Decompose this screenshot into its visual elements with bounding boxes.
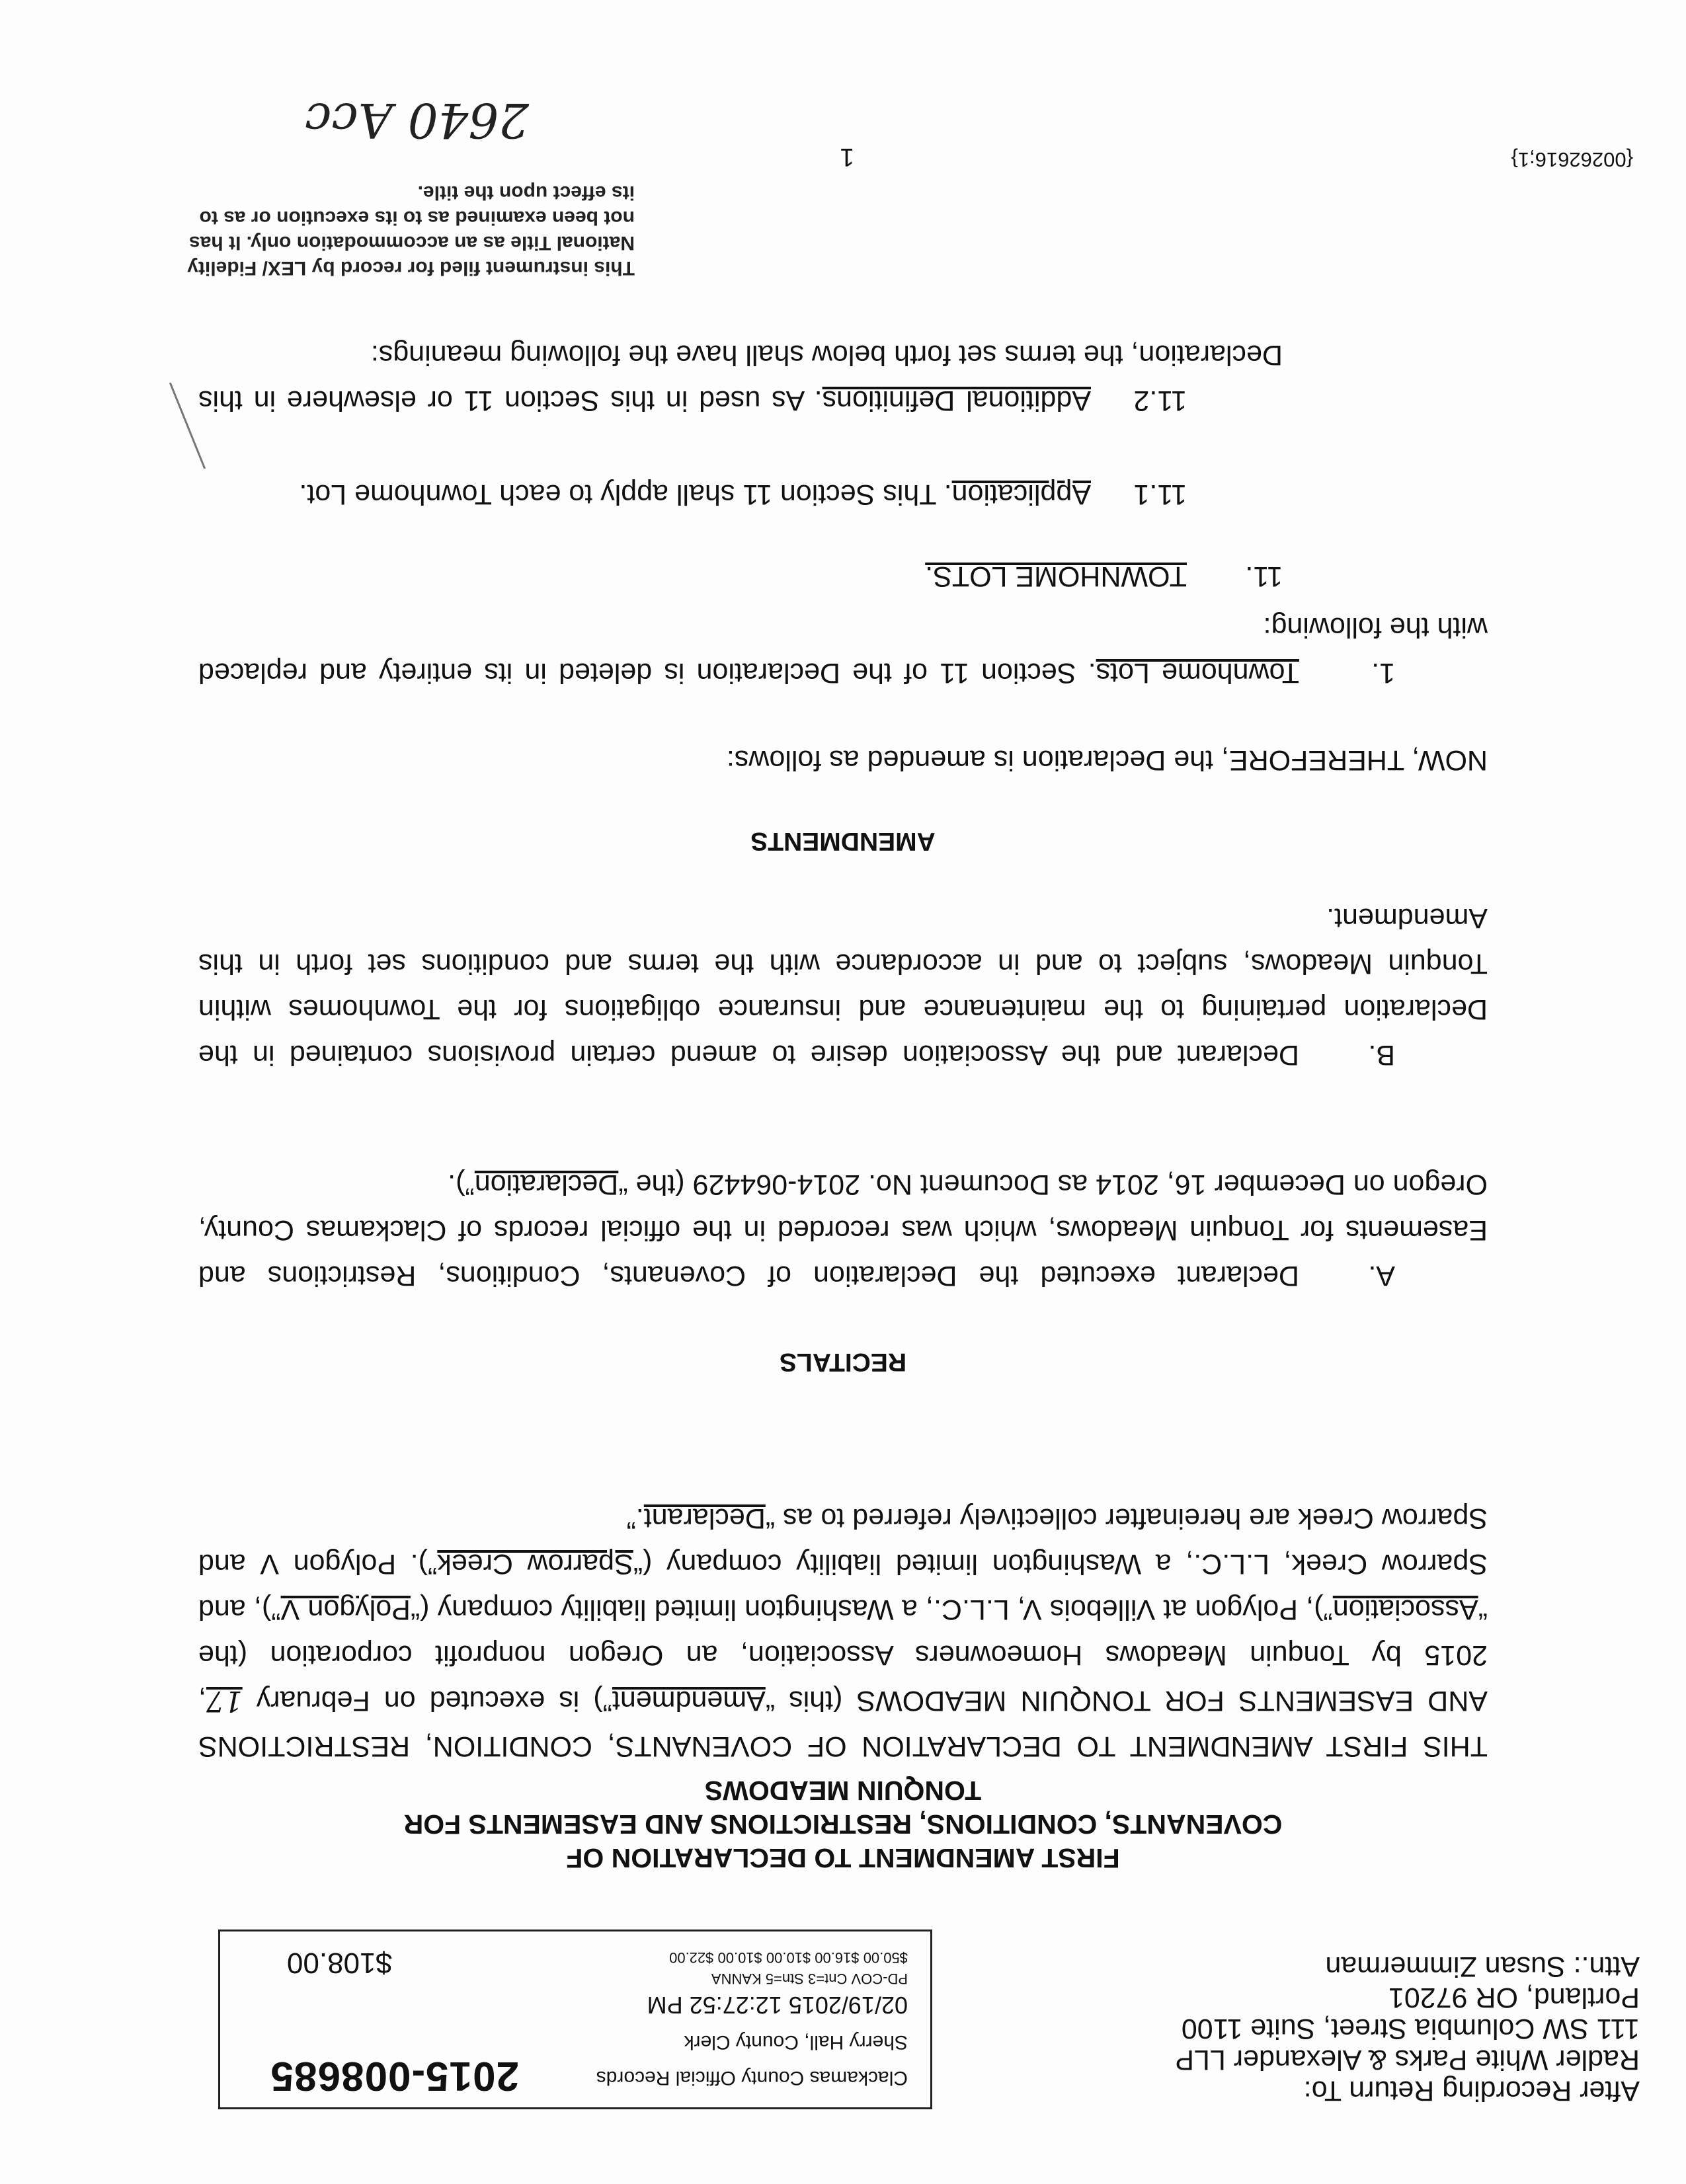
return-to-heading: After Recording Return To:: [1303, 2075, 1640, 2107]
handwritten-note: 2640 Acc: [305, 93, 529, 148]
section-11-label: 11.: [1245, 561, 1283, 592]
defined-term-declarant: Declarant: [643, 1502, 766, 1534]
title-line-3: TONQUIN MEADOWS: [704, 1775, 982, 1806]
return-to-attn: Attn.: Susan Zimmerman: [1325, 1951, 1640, 1982]
subsection-11-1-title: Application: [951, 479, 1091, 510]
amendments-heading: AMENDMENTS: [750, 827, 936, 855]
stamp-total: $108.00: [286, 1947, 392, 1979]
recital-b-label: B.: [1368, 1039, 1395, 1071]
recitals-heading: RECITALS: [779, 1348, 907, 1376]
item-1-label: 1.: [1371, 657, 1395, 689]
defined-term-sparrow-creek: Sparrow Creek: [437, 1548, 633, 1580]
now-therefore-paragraph: NOW, THEREFORE, the Declaration is amended as follows:: [726, 744, 1488, 776]
subsection-11-1-label: 11.1: [1133, 479, 1187, 510]
subsection-11-1: 11.1Application. This Section 11 shall apply to each Townhome Lot.: [198, 471, 1283, 517]
stamp-fees: $50.00 $16.00 $10.00 $10.00 $22.00: [669, 1949, 908, 1966]
document-reference: {00262616;1}: [1511, 148, 1633, 171]
defined-term-association: Association: [1332, 1594, 1478, 1625]
defined-term-declaration: Declaration: [474, 1169, 619, 1200]
recording-stamp: [218, 1930, 932, 2109]
document-title: [198, 1774, 1488, 1875]
subsection-11-2-label: 11.2: [1133, 385, 1187, 416]
intro-paragraph: THIS FIRST AMENDMENT TO DECLARATION OF COVENANTS, CONDITION, RESTRICTIONS AND EASEMENTS FOR TONQUIN MEADOWS (this “Amendment”) is executed on February 17, 2015 by Tonquin Meadows Homeowners Association, an Oregon nonprofit corporation (the “Association”), Polygon at Villebois V, L.L.C., a Washington limited liability company (“Polygon V”), and Sparrow Creek, L.L.C., a Washington limited liability company (“Sparrow Creek”). Polygon V and Sparrow Creek are hereinafter collectively referred to as “Declarant.”: [198, 1502, 1488, 1762]
recital-a: A.Declarant executed the Declaration of Covenants, Conditions, Restrictions and Easements for Tonquin Meadows, which was recorded in the official records of Clackamas County, Oregon on December 16, 2014 as Document No. 2014-064429 (the “Declaration”).: [198, 1161, 1488, 1298]
return-to-block: [912, 1951, 1640, 2106]
stamp-county-records: Clackamas County Official Records: [596, 2067, 908, 2089]
handwritten-day: 17: [206, 1684, 243, 1717]
return-to-street: 111 SW Columbia Street, Suite 1100: [1181, 2013, 1640, 2045]
title-company-note: This instrument filed for record by LEX/ Fidelity National Title as an accommodation only. It has not been examined as to its execution or as to its effect upon the title.: [187, 182, 635, 279]
title-line-2: COVENANTS, CONDITIONS, RESTRICTIONS AND EASEMENTS FOR: [403, 1809, 1283, 1840]
recital-a-label: A.: [1368, 1260, 1395, 1292]
defined-term-polygon-v: Polygon V: [280, 1594, 411, 1625]
section-11-title: TOWNHOME LOTS.: [925, 561, 1187, 592]
subsection-11-2: 11.2Additional Definitions. As used in this Section 11 or elsewhere in this Declaration, the terms set forth below shall have the following meanings:: [198, 332, 1283, 423]
amendment-item-1: 1.Townhome Lots. Section 11 of the Declaration is deleted in its entirety and replaced with the following:: [198, 604, 1488, 695]
defined-term-amendment: Amendment: [612, 1685, 766, 1717]
subsection-11-2-title: Additional Definitions: [822, 385, 1091, 416]
stamp-clerk: Sherry Hall, County Clerk: [684, 2031, 908, 2053]
title-line-1: FIRST AMENDMENT TO DECLARATION OF: [566, 1843, 1120, 1873]
return-to-city: Portland, OR 97201: [1388, 1982, 1640, 2013]
return-to-firm: Radler White Parks & Alexander LLP: [1175, 2044, 1640, 2076]
stamp-codes: PD-COV Cnt=3 Stn=5 KANNA: [711, 1970, 908, 1987]
stamp-recording-number: 2015-008685: [270, 2053, 519, 2099]
recital-b: B.Declarant and the Association desire to amend certain provisions contained in the Declaration pertaining to the maintenance and insurance obligations for the Townhomes within Tonquin Meadows, subject to and in accordance with the terms and conditions set forth in this Amendment.: [198, 895, 1488, 1077]
page-number: 1: [840, 143, 854, 171]
section-11-heading: [198, 553, 1283, 599]
item-1-title: Townhome Lots: [1096, 657, 1299, 689]
stamp-datetime: 02/19/2015 12:27:52 PM: [647, 1992, 908, 2019]
